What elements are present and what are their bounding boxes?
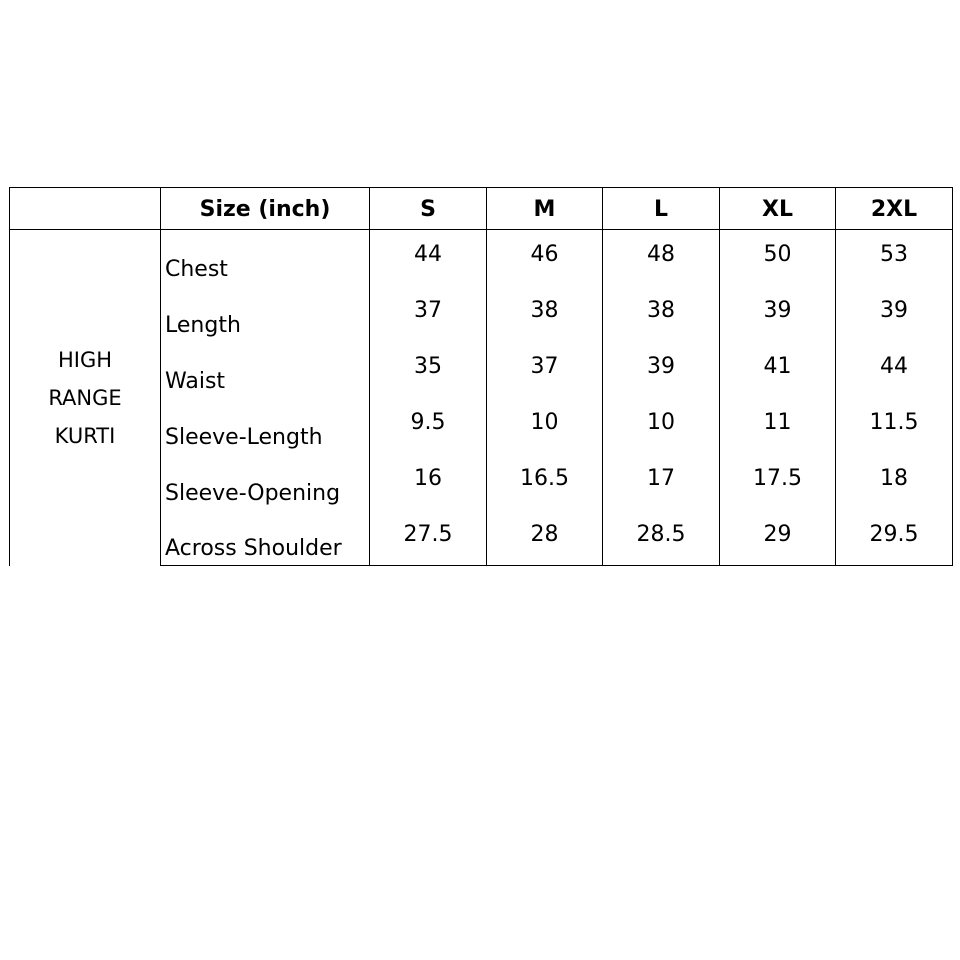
measurement-label: Across Shoulder <box>161 510 370 566</box>
measurement-label: Chest <box>161 230 370 286</box>
measurement-label: Waist <box>161 342 370 398</box>
measurement-value: 11.5 <box>836 398 953 454</box>
measurement-value: 27.5 <box>370 510 487 566</box>
size-unit-header: Size (inch) <box>161 188 370 230</box>
measurement-value: 38 <box>603 286 720 342</box>
measurement-value: 46 <box>487 230 603 286</box>
size-chart-table <box>9 187 953 566</box>
measurement-label: Length <box>161 286 370 342</box>
measurement-value: 10 <box>487 398 603 454</box>
measurement-value: 37 <box>370 286 487 342</box>
table-row <box>10 230 953 286</box>
measurement-value: 50 <box>720 230 836 286</box>
measurement-value: 35 <box>370 342 487 398</box>
measurement-value: 37 <box>487 342 603 398</box>
measurement-value: 29 <box>720 510 836 566</box>
measurement-value: 10 <box>603 398 720 454</box>
measurement-value: 44 <box>370 230 487 286</box>
measurement-value: 17.5 <box>720 454 836 510</box>
measurement-value: 16.5 <box>487 454 603 510</box>
measurement-value: 39 <box>603 342 720 398</box>
size-header-s: S <box>370 188 487 230</box>
product-category-line: HIGH <box>57 347 113 372</box>
size-header-2xl: 2XL <box>836 188 953 230</box>
measurement-value: 16 <box>370 454 487 510</box>
corner-cell <box>10 188 161 230</box>
size-header-xl: XL <box>720 188 836 230</box>
measurement-value: 39 <box>720 286 836 342</box>
measurement-value: 41 <box>720 342 836 398</box>
measurement-label: Sleeve-Opening <box>161 454 370 510</box>
header-row <box>10 188 953 230</box>
product-category-line: KURTI <box>54 423 116 448</box>
measurement-value: 28 <box>487 510 603 566</box>
size-header-l: L <box>603 188 720 230</box>
measurement-value: 48 <box>603 230 720 286</box>
measurement-value: 39 <box>836 286 953 342</box>
measurement-value: 11 <box>720 398 836 454</box>
product-category-line: RANGE <box>48 385 122 410</box>
measurement-label: Sleeve-Length <box>161 398 370 454</box>
measurement-value: 53 <box>836 230 953 286</box>
product-category-cell <box>10 230 161 566</box>
measurement-value: 44 <box>836 342 953 398</box>
measurement-value: 29.5 <box>836 510 953 566</box>
measurement-value: 28.5 <box>603 510 720 566</box>
measurement-value: 38 <box>487 286 603 342</box>
measurement-value: 9.5 <box>370 398 487 454</box>
measurement-value: 17 <box>603 454 720 510</box>
size-header-m: M <box>487 188 603 230</box>
measurement-value: 18 <box>836 454 953 510</box>
